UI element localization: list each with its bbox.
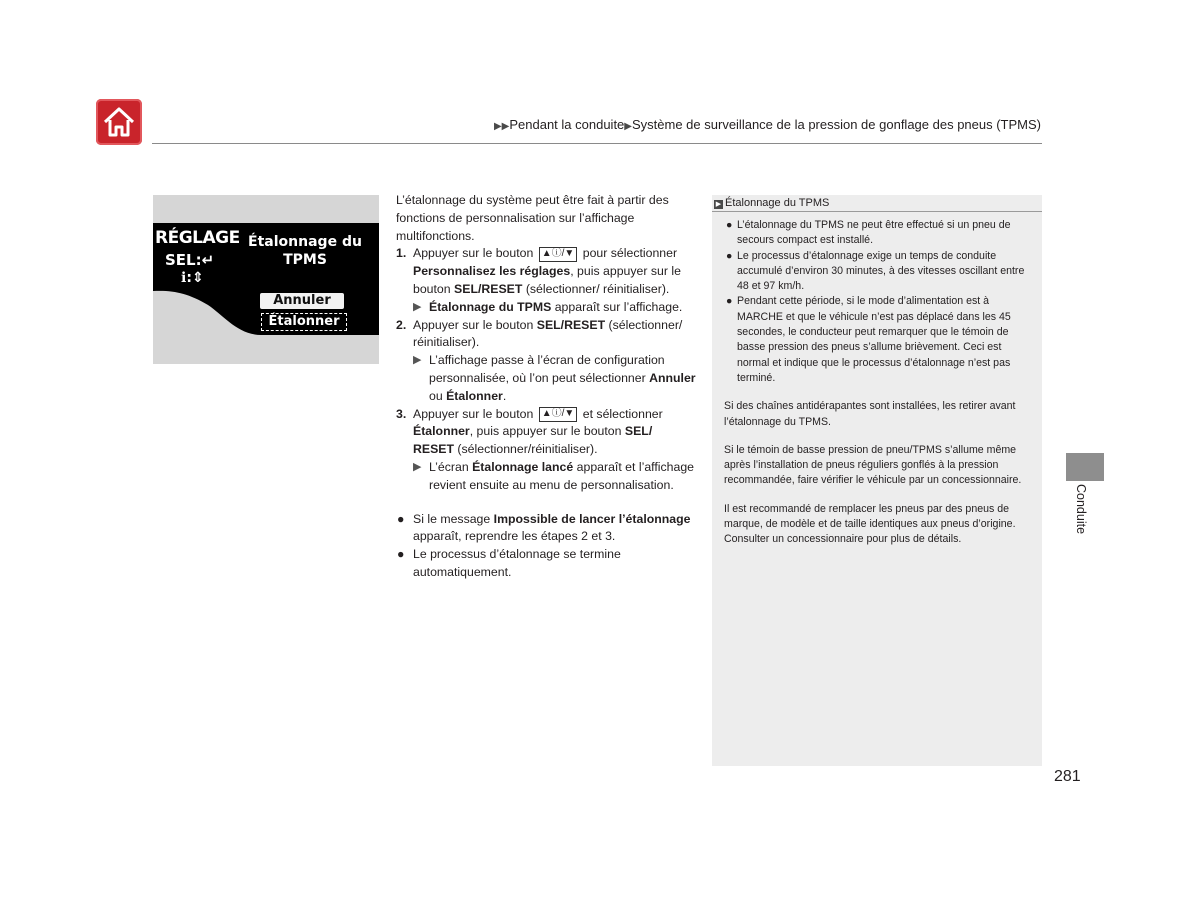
side-bullet-text: Pendant cette période, si le mode d’alimentation est à MARCHE et que le véhicule n’est pas déplacé dans les 45 secondes, le conducteur peut remarquer que le témoin de basse pression des pneus s’allume brièvement. Ceci est normal et indique que le processus d’étalonnage n’est pas terminé. — [737, 295, 1011, 384]
note-marker-icon: ▶ — [715, 201, 722, 208]
side-paragraph: Il est recommandé de remplacer les pneus par des pneus de marque, de modèle et de taille identiques aux pneus d’origine. Consulter un concessionnaire pour plus de détails. — [724, 502, 1016, 546]
intro-text: L’étalonnage du système peut être fait à partir des fonctions de personnalisation sur l’affichage multifonctions. — [396, 193, 669, 243]
home-button[interactable] — [96, 99, 142, 145]
lcd-annuler-option: Annuler — [260, 293, 344, 309]
step-2-result — [396, 352, 696, 405]
note-text: Le processus d’étalonnage se termine automatiquement. — [413, 547, 621, 579]
note-text: apparaît, reprendre les étapes 2 et 3. — [413, 529, 616, 544]
bullet-dot-icon: ● — [397, 547, 405, 562]
step-text: Appuyer sur le bouton — [413, 246, 534, 261]
lcd-display-figure — [153, 195, 379, 364]
result-text: apparaît et l’affichage revient ensuite au menu de personnalisation. — [429, 459, 695, 492]
step-number: 2. — [396, 317, 407, 332]
lcd-sel-label: SEL:↵ — [165, 251, 215, 269]
breadcrumb-link-tpms[interactable]: Système de surveillance de la pression de gonflage des pneus (TPMS) — [632, 117, 1041, 132]
step-number: 3. — [396, 406, 407, 421]
result-bold-term: Étalonner — [446, 388, 503, 403]
result-text: ou — [429, 388, 443, 403]
info-arrow-key-icon: ▲ⓘ/▼ — [539, 247, 578, 262]
step-bold-term: SEL/RESET — [536, 317, 606, 332]
header-rule — [152, 143, 1042, 144]
section-tab-marker[interactable] — [1066, 453, 1104, 481]
result-text: L’affichage passe à l’écran de configuration personnalisée, où l’on peut sélectionner — [429, 353, 665, 385]
step-text: (sélectionner/ réinitialiser). — [413, 317, 683, 350]
result-arrow-icon: ▶ — [413, 460, 422, 473]
side-note-panel — [712, 195, 1042, 766]
step-text: pour sélectionner — [582, 246, 678, 261]
side-bullet-text: Le processus d’étalonnage exige un temps de conduite accumulé d’environ 30 minutes, à des vitesses oscillant entre 48 et 97 km/h. — [737, 249, 1025, 293]
page-number: 281 — [1054, 768, 1081, 785]
lcd-title-line1: Étalonnage du — [248, 234, 362, 250]
step-text: , puis appuyer sur le bouton — [469, 424, 622, 439]
note-bold-term: Impossible de lancer l’étalonnage — [493, 511, 691, 526]
step-text: et sélectionner — [582, 406, 663, 421]
bullet-dot-icon: ● — [726, 249, 733, 262]
step-text: (sélectionner/ réinitialiser). — [525, 281, 670, 296]
lcd-etalonner-option: Étalonner — [261, 313, 347, 331]
home-icon — [101, 104, 137, 140]
step-1 — [396, 245, 696, 298]
side-note-heading — [712, 195, 1042, 212]
step-text: , puis appuyer sur le bouton — [413, 264, 681, 296]
side-bullet — [724, 294, 1030, 386]
result-bold-term: Étalonnage lancé — [472, 459, 574, 474]
lcd-title-line2: TPMS — [283, 252, 327, 268]
side-bullet-text: L’étalonnage du TPMS ne peut être effectué si un pneu de secours compact est installé. — [737, 219, 1011, 247]
result-text: . — [502, 388, 507, 403]
bullet-dot-icon: ● — [397, 511, 405, 526]
result-arrow-icon: ▶ — [413, 354, 422, 367]
step-bold-term: Étalonner — [413, 424, 470, 439]
result-bold-term: Étalonnage du TPMS — [429, 299, 552, 314]
step-bold-term: SEL/RESET — [454, 281, 523, 296]
side-paragraph: Si le témoin de basse pression de pneu/TPMS s’allume même après l’installation de pneus réguliers gonflés à la pression recommandée, faire vérifier le véhicule par un concessionnaire. — [724, 443, 1022, 487]
step-number: 1. — [396, 246, 407, 261]
section-tab-label: Conduite — [1074, 484, 1088, 535]
breadcrumb-arrow-icon: ▶▶ — [493, 121, 510, 132]
step-bold-term: Personnalisez les réglages — [413, 264, 571, 279]
lcd-reglage-label: RÉGLAGE — [155, 228, 240, 248]
side-bullet — [724, 249, 1030, 295]
info-arrow-key-icon: ▲ⓘ/▼ — [539, 407, 578, 422]
note-bullet-1 — [396, 511, 696, 547]
step-3-result — [396, 459, 696, 495]
side-paragraph: Si des chaînes antidérapantes sont installées, les retirer avant l’étalonnage du TPMS. — [724, 400, 1016, 428]
bullet-dot-icon: ● — [726, 295, 733, 308]
breadcrumb-link-conduite[interactable]: Pendant la conduite — [509, 117, 625, 132]
step-text: Appuyer sur le bouton — [413, 406, 534, 421]
breadcrumb-arrow-icon: ▶ — [624, 121, 632, 132]
step-bold-term: SEL/ RESET — [413, 424, 653, 457]
step-3 — [396, 406, 696, 459]
note-text: Si le message — [413, 511, 491, 526]
step-text: (sélectionner/réinitialiser). — [457, 442, 598, 457]
breadcrumb — [494, 117, 1041, 132]
side-bullet — [724, 218, 1030, 249]
step-1-result — [396, 299, 696, 317]
result-text: L’écran — [429, 459, 469, 474]
step-text: Appuyer sur le bouton — [413, 317, 534, 332]
bullet-dot-icon: ● — [726, 219, 733, 231]
side-note-title: Étalonnage du TPMS — [725, 197, 830, 209]
result-text: apparaît sur l’affichage. — [554, 299, 683, 314]
result-bold-term: Annuler — [649, 370, 696, 385]
lcd-title — [245, 233, 365, 269]
step-2 — [396, 317, 696, 353]
lcd-info-label: ℹ:⇕ — [181, 270, 204, 286]
note-bullet-2 — [396, 546, 696, 582]
result-arrow-icon: ▶ — [413, 300, 422, 313]
main-instructions — [396, 192, 696, 582]
